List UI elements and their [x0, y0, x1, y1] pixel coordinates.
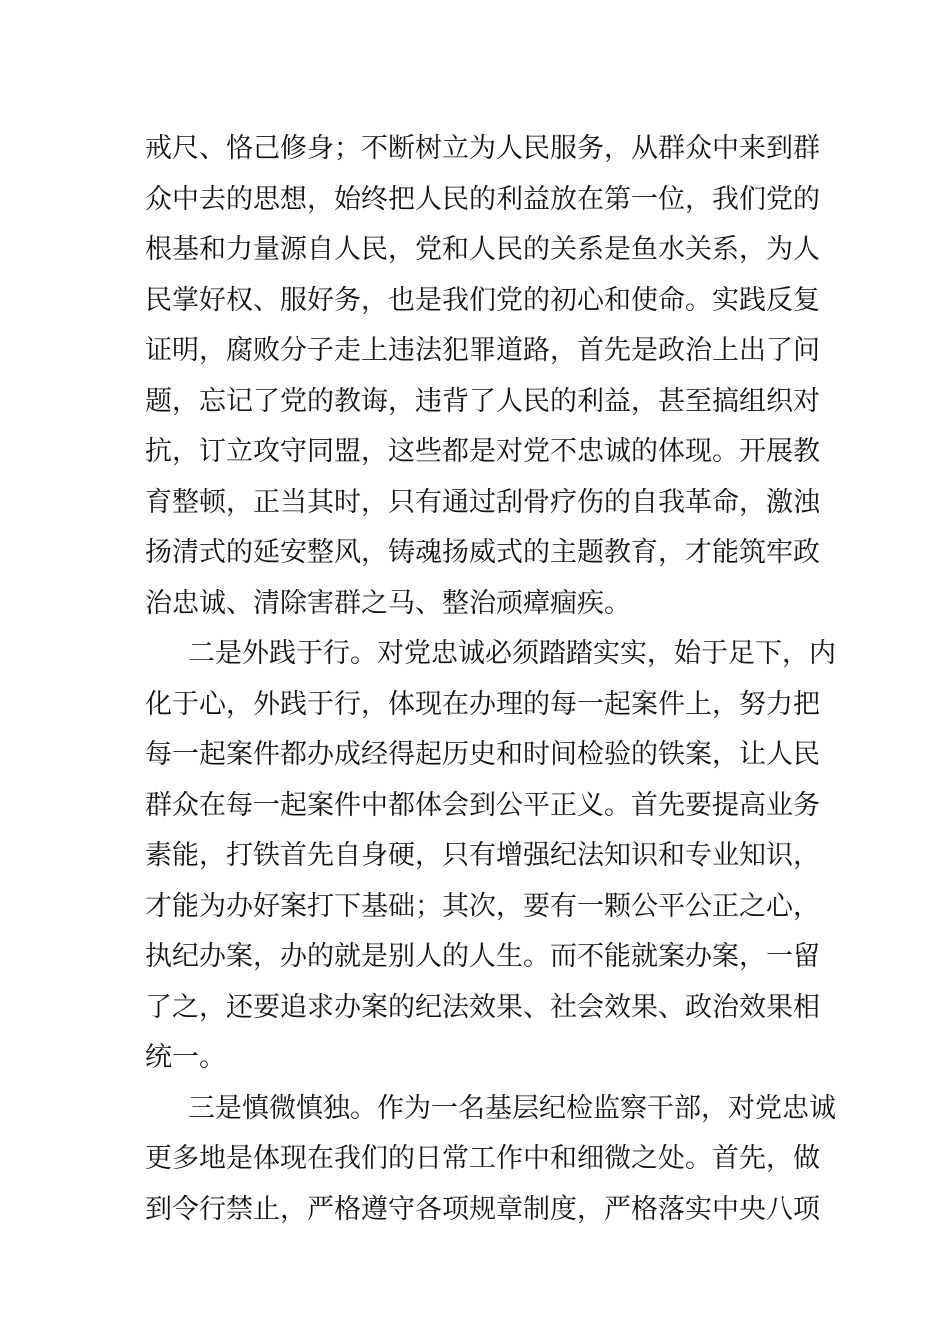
text-line: 更多地是体现在我们的日常工作中和细微之处。首先，做: [145, 1143, 820, 1174]
text-line: 执纪办案，办的就是别人的人生。而不能就案办案，一留: [145, 941, 820, 972]
text-line: 群众在每一起案件中都体会到公平正义。首先要提高业务: [145, 789, 820, 821]
text-line: 每一起案件都办成经得起历史和时间检验的铁案，让人民: [145, 739, 820, 770]
text-line: 三是慎微慎独。作为一名基层纪检监察干部，对党忠诚: [188, 1092, 836, 1124]
text-line: 才能为办好案打下基础；其次，要有一颗公平公正之心，: [145, 890, 820, 922]
text-line: 二是外践于行。对党忠诚必须踏踏实实，始于足下，内: [188, 638, 836, 669]
text-line: 统一。: [145, 1042, 226, 1073]
text-line: 了之，还要追求办案的纪法效果、社会效果、政治效果相: [145, 991, 820, 1023]
text-line: 证明，腐败分子走上违法犯罪道路，首先是政治上出了问: [145, 335, 820, 366]
text-line: 治忠诚、清除害群之马、整治顽瘴痼疾。: [145, 587, 631, 619]
body-text: [145, 124, 836, 1235]
text-line: 育整顿，正当其时，只有通过刮骨疗伤的自我革命，激浊: [145, 486, 820, 518]
text-line: 到令行禁止，严格遵守各项规章制度，严格落实中央八项: [145, 1193, 820, 1225]
text-line: 化于心，外践于行，体现在办理的每一起案件上，努力把: [145, 688, 820, 720]
text-line: 根基和力量源自人民，党和人民的关系是鱼水关系，为人: [145, 234, 820, 265]
text-line: 扬清式的延安整风，铸魂扬威式的主题教育，才能筑牢政: [145, 537, 820, 568]
text-line: 素能，打铁首先自身硬，只有增强纪法知识和专业知识，: [145, 840, 820, 871]
text-line: 题，忘记了党的教诲，违背了人民的利益，甚至搞组织对: [145, 385, 820, 417]
text-line: 民掌好权、服好务，也是我们党的初心和使命。实践反复: [145, 284, 820, 316]
text-line: 众中去的思想，始终把人民的利益放在第一位，我们党的: [145, 183, 820, 215]
text-line: 戒尺、恪己修身；不断树立为人民服务，从群众中来到群: [145, 133, 820, 164]
text-line: 抗，订立攻守同盟，这些都是对党不忠诚的体现。开展教: [145, 436, 820, 467]
